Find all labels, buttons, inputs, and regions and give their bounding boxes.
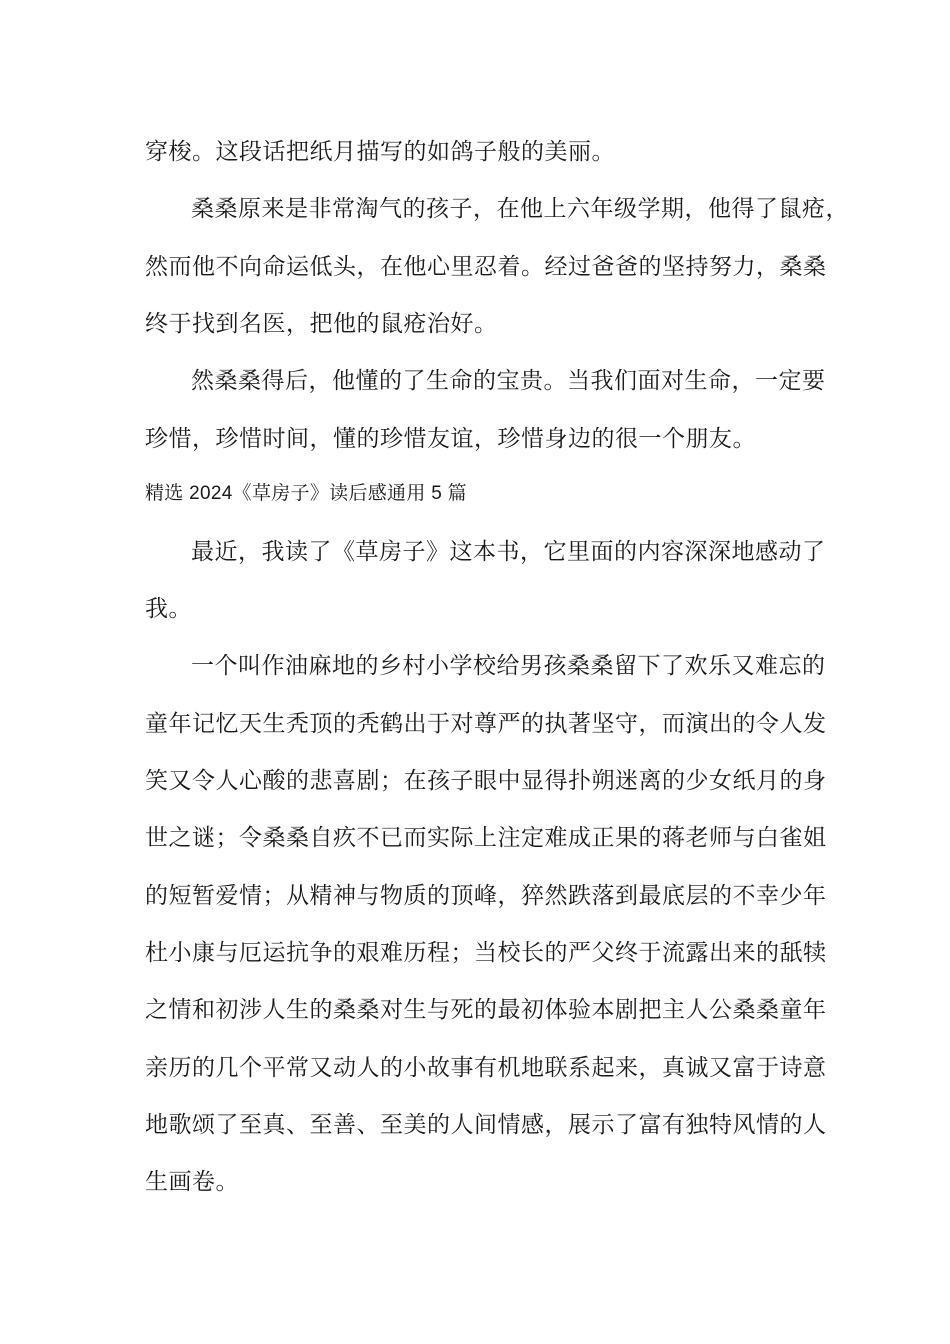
text-line: 的短暂爱情；从精神与物质的顶峰，猝然跌落到最底层的不幸少年: [145, 883, 827, 909]
text-line: 珍惜，珍惜时间，懂的珍惜友谊，珍惜身边的很一个朋友。: [145, 426, 756, 452]
text-line: 杜小康与厄运抗争的艰难历程；当校长的严父终于流露出来的舐犊: [145, 940, 827, 966]
paragraph-first-line: 最近，我读了《草房子》这本书，它里面的内容深深地感动了: [191, 539, 826, 565]
paragraph-first-line: 桑桑原来是非常淘气的孩子，在他上六年级学期，他得了鼠疮，: [191, 196, 849, 222]
text-line: 世之谜；令桑桑自疚不已而实际上注定难成正果的蒋老师与白雀姐: [145, 825, 827, 851]
text-line: 终于找到名医，把他的鼠疮治好。: [145, 311, 498, 337]
text-line: 穿梭。这段话把纸月描写的如鸽子般的美丽。: [145, 139, 615, 165]
text-line: 亲历的几个平常又动人的小故事有机地联系起来，真诚又富于诗意: [145, 1055, 827, 1081]
text-line: 童年记忆天生秃顶的秃鹤出于对尊严的执著坚守，而演出的令人发: [145, 711, 827, 737]
text-line: 我。: [145, 596, 192, 622]
text-line: 地歌颂了至真、至善、至美的人间情感，展示了富有独特风情的人: [145, 1112, 827, 1138]
section-heading: 精选 2024《草房子》读后感通用 5 篇: [145, 483, 467, 504]
paragraph-first-line: 然桑桑得后，他懂的了生命的宝贵。当我们面对生命，一定要: [191, 368, 826, 394]
text-line: 笑又令人心酸的悲喜剧；在孩子眼中显得扑朔迷离的少女纸月的身: [145, 768, 827, 794]
text-line: 之情和初涉人生的桑桑对生与死的最初体验本剧把主人公桑桑童年: [145, 997, 827, 1023]
paragraph-first-line: 一个叫作油麻地的乡村小学校给男孩桑桑留下了欢乐又难忘的: [191, 653, 826, 679]
text-line: 生画卷。: [145, 1169, 239, 1195]
text-line: 然而他不向命运低头，在他心里忍着。经过爸爸的坚持努力，桑桑: [145, 254, 827, 280]
